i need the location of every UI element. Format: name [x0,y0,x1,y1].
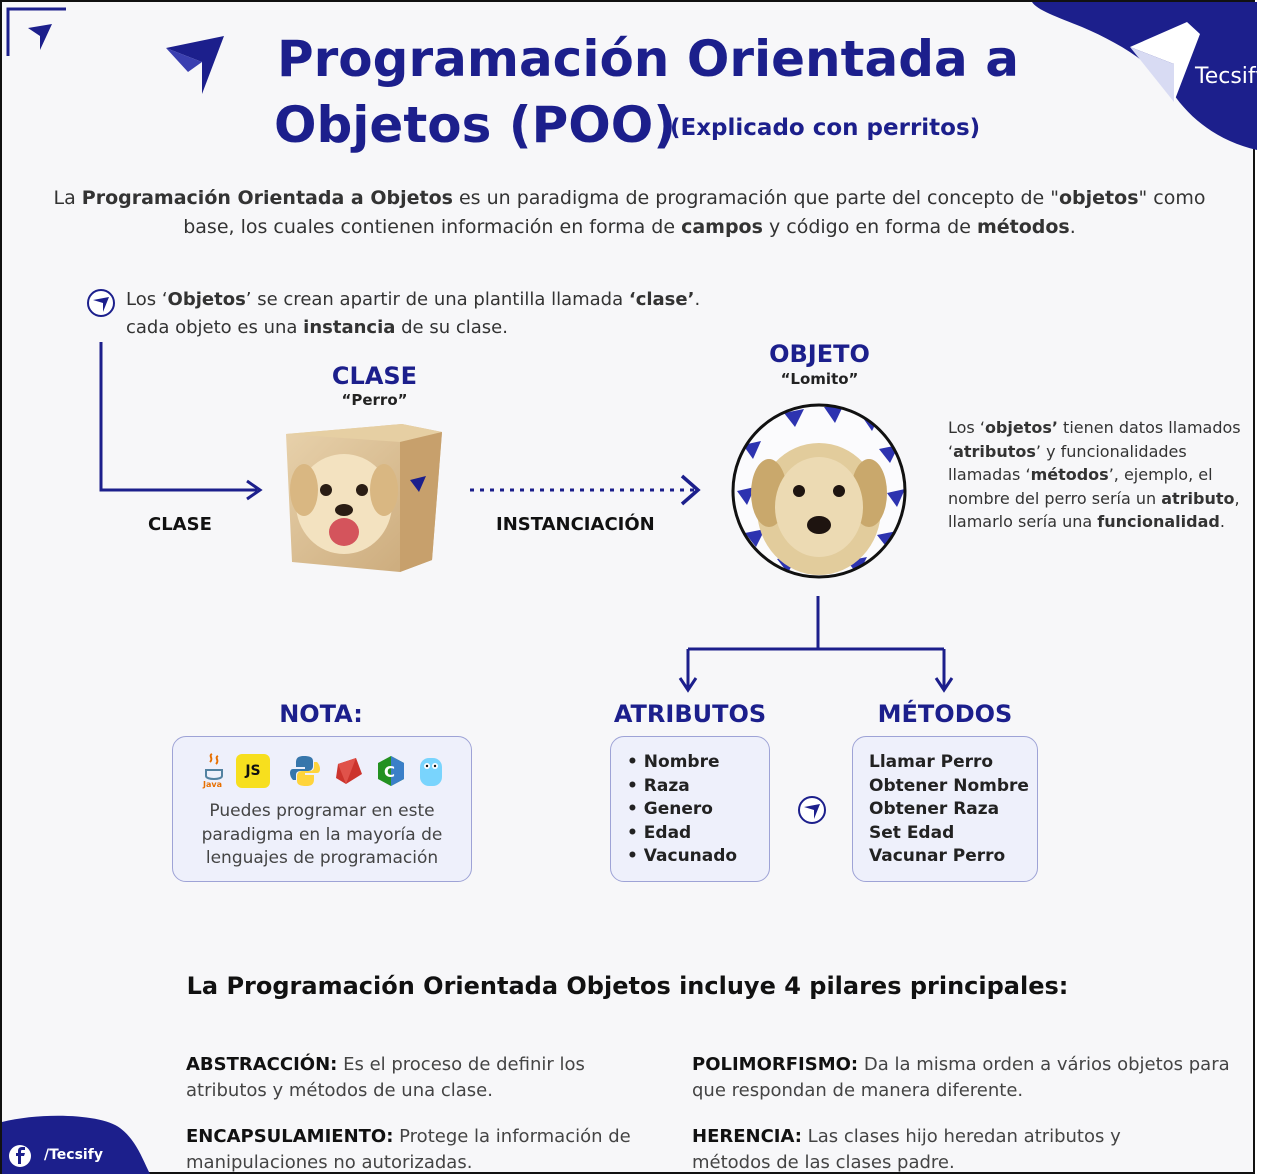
list-item: Llamar Perro [869,752,994,772]
objeto-name: “Lomito” [780,370,859,388]
java-icon [198,754,232,788]
pillar-encapsulamiento: ENCAPSULAMIENTO: Protege la información de manipulaciones no autorizadas. [186,1126,631,1173]
pillars-title: La Programación Orientada Objetos incluye 4 pilares principales: [186,972,1069,1000]
ruby-icon [332,754,366,788]
atributos-list [627,751,737,869]
list-item: Vacunar Perro [869,846,1006,866]
metodos-list [869,751,1029,869]
brand-name: Tecsify [1195,64,1268,89]
list-item: • Edad [627,822,692,843]
list-item: • Vacunado [627,846,738,866]
instanciacion-label: INSTANCIACIÓN [496,514,655,535]
list-item: • Genero [627,799,713,819]
puppy-cube-image [282,420,444,575]
tree-connector [688,596,944,688]
svg-text:Java: Java [203,780,222,789]
facebook-handle-link[interactable]: /Tecsify [44,1147,103,1163]
pillar-polimorfismo: POLIMORFISMO: Da la misma orden a vários objetos para que respondan de manera diferente. [692,1054,1230,1101]
clase-label: CLASE [148,514,212,535]
csharp-icon [374,754,408,788]
atributos-box [610,736,770,882]
metodos-box [852,736,1038,882]
page-title-line2: Objetos (POO) [274,96,677,154]
pillar-abstraccion: ABSTRACCIÓN: Es el proceso de definir los atributos y métodos de una clase. [186,1054,585,1101]
javascript-icon: JS [236,754,270,788]
page-subtitle: (Explicado con perritos) [670,115,981,141]
atributos-heading: ATRIBUTOS [613,700,767,728]
python-icon [288,754,322,788]
pillar-herencia: HERENCIA: Las clases hijo heredan atributos y métodos de las clases padre. [692,1126,1121,1173]
clase-heading: CLASE [331,362,418,390]
objeto-heading: OBJETO [769,340,870,368]
objects-explanation: Los ‘Objetos’ se crean apartir de una plantilla llamada ‘clase’. cada objeto es una instancia de su clase. [126,289,701,338]
list-item: • Nombre [627,752,720,772]
list-item: Set Edad [869,822,955,843]
nota-heading: NOTA: [279,700,363,728]
puppy-object-image [729,401,909,581]
metodos-heading: MÉTODOS [877,700,1013,728]
list-item: Obtener Nombre [869,775,1029,796]
go-icon [414,754,448,788]
clase-name: “Perro” [341,391,408,409]
list-item: Obtener Raza [869,799,1000,819]
page-title-line1: Programación Orientada a [277,30,1019,88]
objects-side-text: Los ‘objetos’ tienen datos llamados ‘atributos’ y funcionalidades llamadas ‘métodos’, ejemplo, el nombre del perro sería un atributo, llamarlo sería una funcionalidad. [948,418,1241,531]
list-item: • Raza [627,775,690,796]
footer-blob-icon [2,1114,152,1174]
center-logo-icon [796,794,828,826]
nota-text: Puedes programar en este paradigma en la mayoría de lenguajes de programación [201,801,443,868]
svg-text:C: C [384,763,396,781]
intro-paragraph: La Programación Orientada a Objetos es un paradigma de programación que parte del concepto de "objetos" como base, los cuales contienen información en forma de campos y código en forma de métodos. [53,187,1206,238]
clase-arrow [101,342,257,490]
diagram-connectors [2,2,1253,702]
